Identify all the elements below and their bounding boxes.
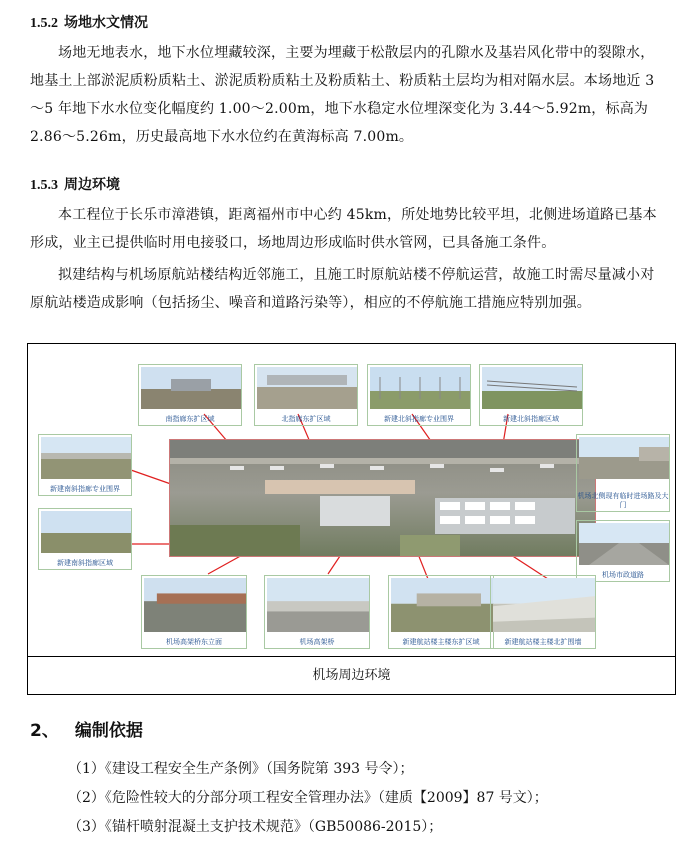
- photo-caption: 新建航站楼主楼东扩区域: [402, 638, 480, 646]
- photo-north-pier-east-expansion: [254, 364, 358, 426]
- photo-caption: 机场高架桥东立面: [166, 638, 222, 646]
- heading-title: 场地水文情况: [64, 15, 148, 31]
- photo-caption: 北指廊东扩区域: [281, 415, 331, 423]
- figure-caption: 机场周边环境: [28, 656, 675, 695]
- figure-airport-surroundings: [27, 343, 676, 695]
- photo-north-temporary-entrance: [576, 434, 670, 512]
- heading-number: 2、: [30, 721, 59, 741]
- photo-caption: 南指廊东扩区域: [165, 415, 215, 423]
- heading-section-2: [30, 716, 143, 741]
- heading-1-5-2: [30, 12, 148, 32]
- photo-north-diagonal-pier-area: [479, 364, 583, 426]
- photo-terminal-north-wall: [490, 575, 596, 649]
- photo-municipal-road: [576, 520, 670, 582]
- photo-caption: 机场市政道路: [602, 571, 644, 579]
- photo-south-pier-east-expansion: [138, 364, 242, 426]
- photo-caption: 新建南斜指廊专业围界: [50, 485, 120, 493]
- photo-caption: 机场高架桥: [299, 638, 335, 646]
- paragraph-surroundings-1: 本工程位于长乐市漳港镇，距离福州市中心约 45km，所处地势比较平坦，北侧进场道路已基本形成，业主已提供临时用电接驳口，场地周边形成临时供水管网，已具备施工条件。: [30, 207, 657, 251]
- figure-image-area: [28, 344, 675, 654]
- reference-item-2: （2）《危险性较大的分部分项工程安全管理办法》（建质【2009】87 号文）；: [68, 790, 548, 806]
- photo-viaduct: [264, 575, 370, 649]
- photo-terminal-east-expansion: [388, 575, 494, 649]
- photo-caption: 新建北斜指廊区域: [503, 415, 559, 423]
- photo-south-diagonal-pier-area: [38, 508, 132, 570]
- reference-item-3: （3）《锚杆喷射混凝土支护技术规范》（GB50086-2015）；: [68, 819, 443, 835]
- photo-caption: 新建南斜指廊区域: [57, 559, 113, 567]
- heading-number: 1.5.2: [30, 16, 58, 31]
- heading-title: 周边环境: [64, 177, 120, 193]
- photo-caption: 新建航站楼主楼北扩围墙: [504, 638, 582, 646]
- photo-south-diagonal-pier-fence: [38, 434, 132, 496]
- photo-north-diagonal-pier-fence: [367, 364, 471, 426]
- aerial-photo: [169, 439, 596, 557]
- heading-1-5-3: [30, 174, 120, 194]
- heading-number: 1.5.3: [30, 178, 58, 193]
- reference-item-1: （1）《建设工程安全生产条例》（国务院第 393 号令）；: [68, 761, 414, 777]
- photo-caption: 机场北侧现有临时进场路及大门: [577, 492, 669, 509]
- heading-title: 编制依据: [74, 721, 143, 741]
- photo-viaduct-east-elevation: [141, 575, 247, 649]
- paragraph-surroundings-2: 拟建结构与机场原航站楼结构近邻施工，且施工时原航站楼不停航运营，故施工时需尽量减小对原航站楼造成影响（包括扬尘、噪音和道路污染等），相应的不停航施工措施应特别加强。: [30, 267, 655, 311]
- photo-caption: 新建北斜指廊专业围界: [384, 415, 454, 423]
- paragraph-hydrology: 场地无地表水，地下水位埋藏较深，主要为埋藏于松散层内的孔隙水及基岩风化带中的裂隙水，地基土上部淤泥质粉质粘土、淤泥质粉质粘土及粉质粘土、粉质粘土层均为相对隔水层。本场地近 3～5 年地下水水位变化幅度约 1.00～2.00m，地下水稳定水位埋深变化为 3.44～5.92m，标高为 2.86～5.26m，历史最高地下水水位约在黄海标高 7.00m。: [30, 45, 655, 145]
